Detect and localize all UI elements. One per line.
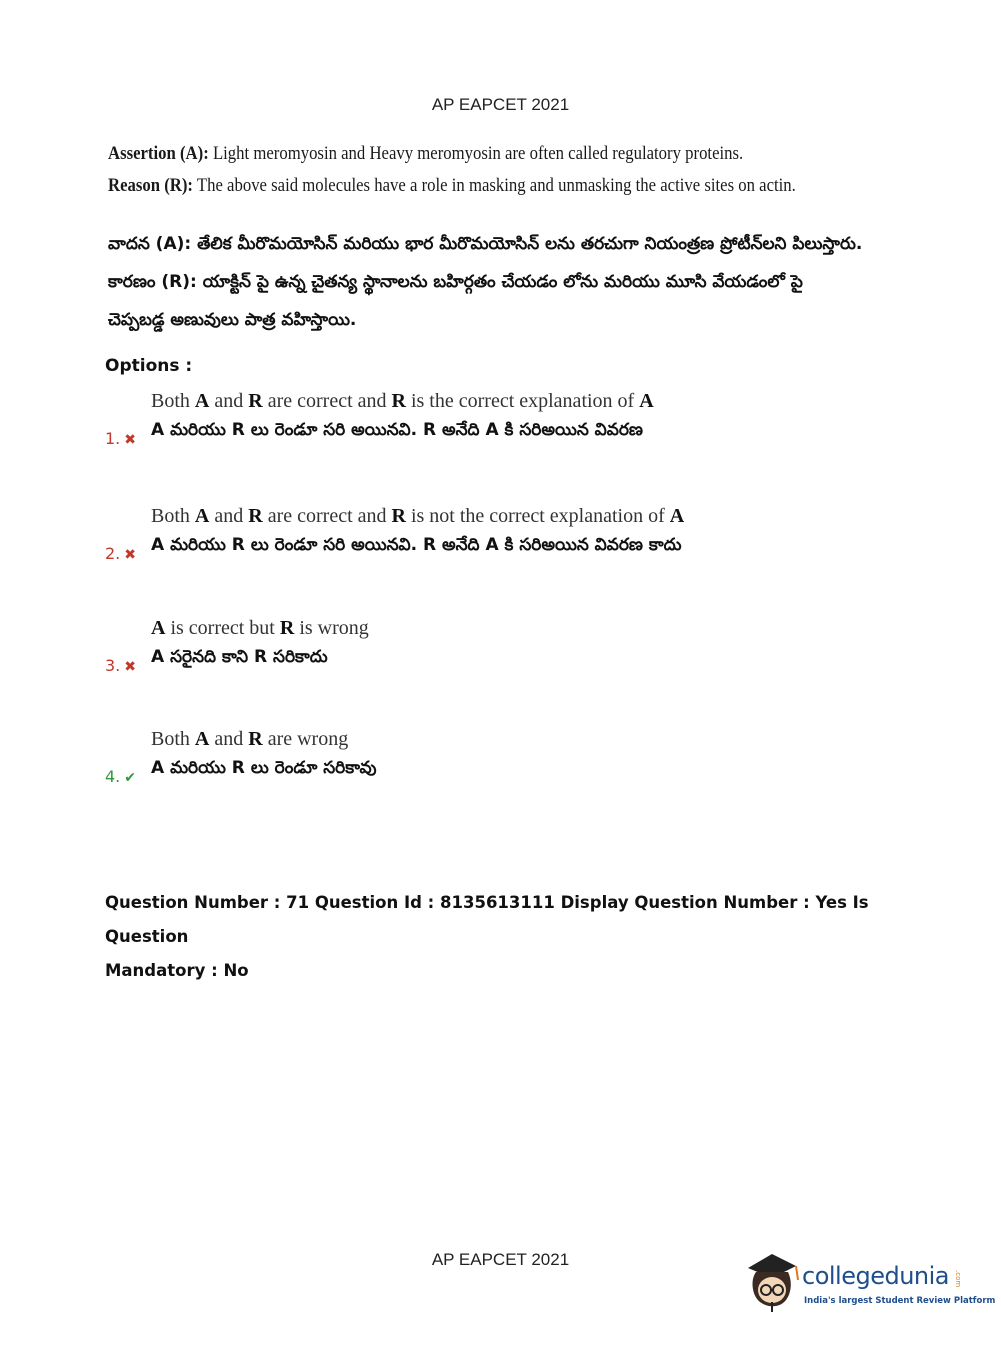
- option-4-number: 4. ✔: [105, 767, 136, 786]
- page-header: AP EAPCET 2021: [431, 95, 570, 114]
- cross-icon: ✖: [124, 547, 136, 563]
- assertion-label: Assertion (A):: [108, 143, 209, 164]
- option-4-telugu: A మరియు R లు రెండూ సరికావు: [151, 758, 377, 778]
- assertion-line: [108, 138, 777, 170]
- cross-icon: ✖: [124, 659, 136, 675]
- mascot-icon: [742, 1250, 802, 1314]
- option-2-number: 2. ✖: [105, 544, 136, 563]
- option-1[interactable]: [105, 390, 905, 480]
- telugu-assertion: వాదన (A): తేలిక మీరొమయోసిన్ మరియు భార మీరొమయోసిన్ లను తరచుగా నియంత్రణ ప్రోటీన్‌లని పిలుస్తారు.: [108, 234, 863, 254]
- reason-text: The above said molecules have a role in masking and unmasking the active sites on actin.: [196, 175, 796, 196]
- option-3-telugu: A సరైనది కాని R సరికాదు: [151, 647, 328, 667]
- logo-tagline: India's largest Student Review Platform: [804, 1296, 996, 1306]
- logo-com: .com: [954, 1270, 962, 1288]
- options-label: Options :: [105, 356, 193, 376]
- option-4-english: Both A and R are wrong: [151, 728, 349, 750]
- reason-label: Reason (R):: [108, 175, 193, 196]
- telugu-question-block: [108, 225, 868, 339]
- assertion-text: Light meromyosin and Heavy meromyosin are often called regulatory proteins.: [212, 143, 744, 164]
- option-2[interactable]: [105, 505, 905, 595]
- option-1-number: 1. ✖: [105, 429, 136, 448]
- question-meta: [105, 886, 905, 988]
- option-1-english: Both A and R are correct and R is the correct explanation of A: [151, 390, 654, 412]
- option-2-english: Both A and R are correct and R is not the correct explanation of A: [151, 505, 685, 527]
- check-icon: ✔: [124, 770, 136, 786]
- cross-icon: ✖: [124, 432, 136, 448]
- question-meta-line-1: Question Number : 71 Question Id : 8135613111 Display Question Number : Yes Is Question: [105, 893, 869, 946]
- page-footer: AP EAPCET 2021: [431, 1250, 570, 1269]
- telugu-reason-line-2: చెప్పబడ్డ అణువులు పాత్ర వహిస్తాయి.: [108, 310, 357, 330]
- option-3[interactable]: [105, 617, 905, 707]
- assertion-reason-block: [108, 138, 868, 202]
- option-4[interactable]: [105, 728, 905, 818]
- logo-wordmark: collegedunia: [802, 1262, 950, 1290]
- option-2-telugu: A మరియు R లు రెండూ సరి అయినవి. R అనేది A కి సరిఅయిన వివరణ కాదు: [151, 535, 682, 555]
- option-3-english: A is correct but R is wrong: [151, 617, 369, 639]
- telugu-reason-line-1: కారణం (R): యాక్టిన్ పై ఉన్న చైతన్య స్థానాలను బహిర్గతం చేయడం లోను మరియు మూసి వేయడంలో పై: [108, 272, 803, 292]
- question-meta-line-2: Mandatory : No: [105, 961, 249, 980]
- reason-line: [108, 170, 796, 202]
- option-3-number: 3. ✖: [105, 656, 136, 675]
- option-1-telugu: A మరియు R లు రెండూ సరి అయినవి. R అనేది A కి సరిఅయిన వివరణ: [151, 420, 643, 440]
- collegedunia-logo: [742, 1250, 996, 1316]
